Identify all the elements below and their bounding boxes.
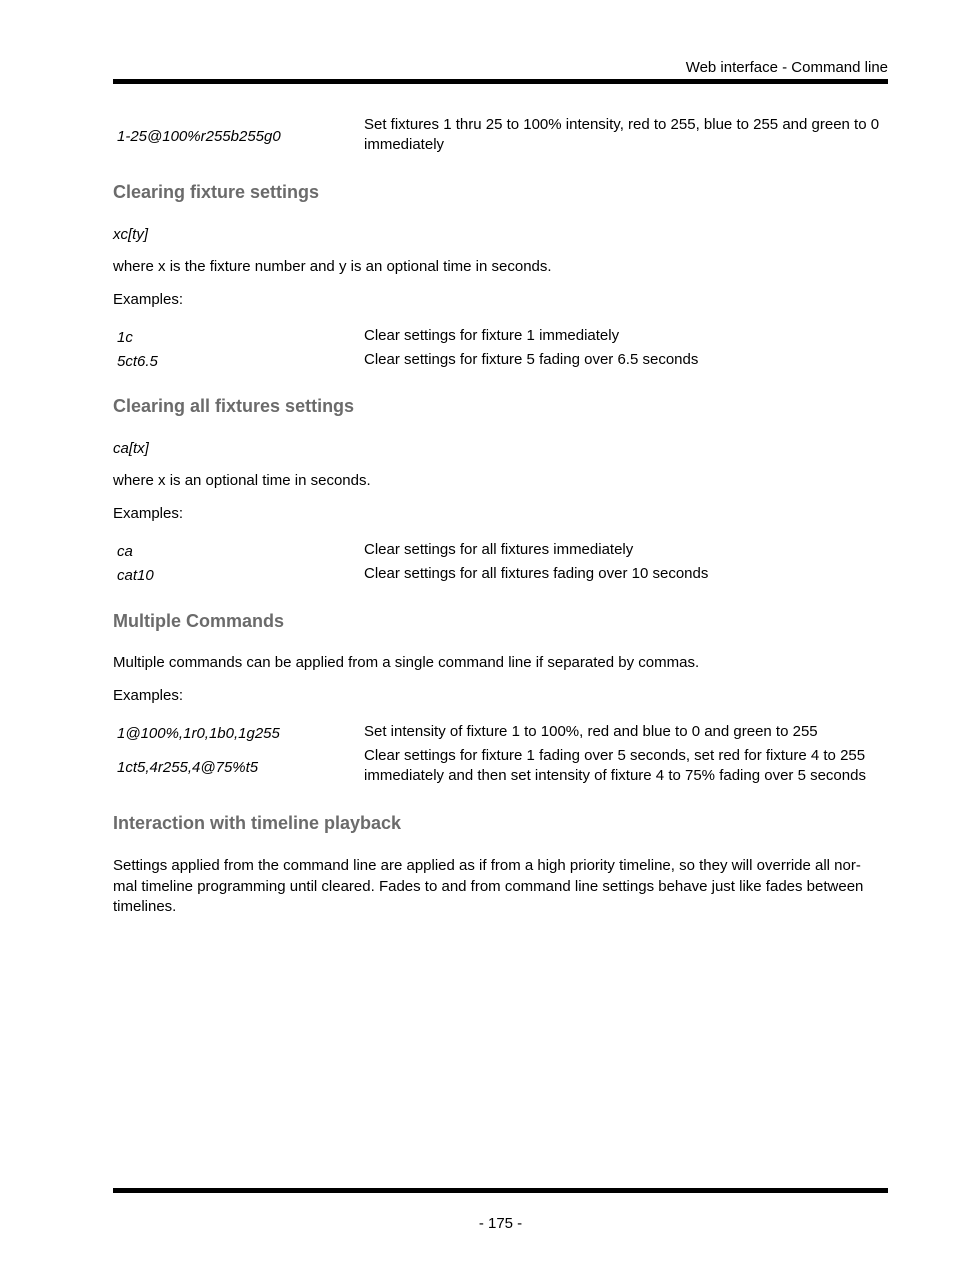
section-heading-multiple: Multiple Commands <box>113 611 285 631</box>
example-command: 1@100%,1r0,1b0,1g255 <box>117 725 280 742</box>
section-heading-clear-all: Clearing all fixtures settings <box>113 396 355 416</box>
multiple-examples <box>113 722 888 790</box>
clear-all-examples <box>113 540 888 588</box>
description-timeline: Settings applied from the command line are applied as if from a high priority timeline, so they will override all nor- mal timeline programming until cleared. Fades to and from command line settings behave just like fades between timelines. <box>113 857 864 915</box>
header-rule <box>113 79 888 84</box>
table-row <box>113 115 888 159</box>
examples-label: Examples: <box>113 291 184 308</box>
example-command: 5ct6.5 <box>117 353 158 370</box>
section-heading-timeline: Interaction with timeline playback <box>113 813 402 833</box>
table-row <box>113 540 888 564</box>
description-multiple: Multiple commands can be applied from a single command line if separated by commas. <box>113 654 700 671</box>
example-command: 1c <box>117 329 133 346</box>
example-command: 1ct5,4r255,4@75%t5 <box>117 759 259 776</box>
example-description: Set intensity of fixture 1 to 100%, red and blue to 0 and green to 255 <box>364 723 818 740</box>
description-clear-fixture: where x is the fixture number and y is an optional time in seconds. <box>113 258 552 275</box>
example-description: Clear settings for fixture 1 immediately <box>364 327 620 344</box>
syntax-clear-all: ca[tx] <box>113 440 149 457</box>
examples-label: Examples: <box>113 687 184 704</box>
syntax-clear-fixture: xc[ty] <box>113 226 149 243</box>
examples-label: Examples: <box>113 505 184 522</box>
example-command: cat10 <box>117 567 154 584</box>
example-description: Set fixtures 1 thru 25 to 100% intensity, red to 255, blue to 255 and green to 0 immediately <box>364 116 880 153</box>
description-clear-all: where x is an optional time in seconds. <box>113 472 371 489</box>
example-description: Clear settings for all fixtures fading over 10 seconds <box>364 565 709 582</box>
table-row <box>113 350 888 374</box>
intro-example-table <box>113 115 888 159</box>
table-row <box>113 722 888 746</box>
clear-fixture-examples <box>113 326 888 374</box>
section-heading-clear-fixture: Clearing fixture settings <box>113 182 320 202</box>
example-command: 1-25@100%r255b255g0 <box>117 128 281 145</box>
table-row <box>113 564 888 588</box>
example-command: ca <box>117 543 133 560</box>
table-row <box>113 326 888 350</box>
running-header: Web interface - Command line <box>685 59 888 76</box>
table-row <box>113 746 888 790</box>
example-description: Clear settings for all fixtures immediately <box>364 541 634 558</box>
example-description: Clear settings for fixture 5 fading over 6.5 seconds <box>364 351 699 368</box>
footer-rule <box>113 1188 888 1193</box>
example-description: Clear settings for fixture 1 fading over 5 seconds, set red for fixture 4 to 255 immediately and then set intensity of fixture 4 to 75% fading over 5 seconds <box>364 747 866 784</box>
page-number: - 175 - <box>478 1215 523 1232</box>
